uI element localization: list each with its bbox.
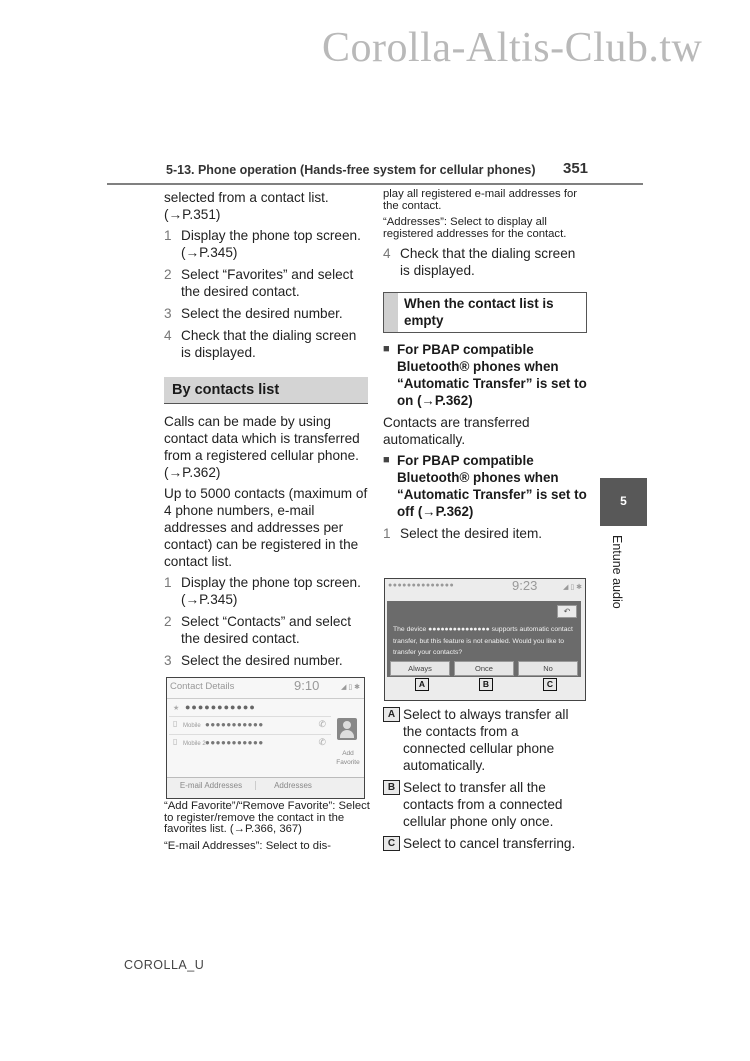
screen-clock: 9:23	[512, 578, 538, 593]
phone-row-label: Mobile	[183, 723, 201, 729]
legend-text: Select to cancel transferring.	[403, 836, 576, 851]
legend-text: Select to transfer all the contacts from a connected cellular phone only once.	[403, 780, 563, 829]
step-text: Select the desired item.	[400, 526, 543, 541]
callout-label-a: A	[415, 678, 429, 691]
step-number: 3	[164, 653, 172, 668]
step-number: 2	[164, 267, 172, 282]
auto-transfer-text: Contacts are transferred automatically.	[383, 415, 530, 447]
section-heading-contacts-list: By contacts list	[164, 377, 368, 404]
step-item	[164, 266, 368, 300]
left-column	[164, 189, 368, 674]
add-favorite-button[interactable]: Add Favorite	[336, 750, 360, 766]
email-addresses-button[interactable]: E-mail Addresses	[179, 781, 243, 790]
no-button[interactable]: No	[518, 661, 578, 676]
footer-code: COROLLA_U	[124, 958, 205, 972]
status-icons: ◢ ▯ ✱	[563, 584, 582, 591]
avatar	[337, 718, 357, 740]
masked-header: ●●●●●●●●●●●●●●	[388, 582, 455, 589]
right-column	[383, 189, 587, 547]
watermark: Corolla-Altis-Club.tw	[322, 25, 703, 71]
legend-label: C	[383, 836, 400, 851]
step-number: 1	[383, 526, 391, 541]
intro-text: selected from a contact list. (→P.351)	[164, 190, 329, 222]
chapter-tab	[600, 478, 647, 526]
screenshot-notes	[164, 801, 370, 857]
note-add-favorite: “Add Favorite”/“Remove Favorite”: Select to register/remove the contact in the favorites list. (→P.366, 367)	[164, 800, 370, 835]
legend-item	[383, 779, 583, 830]
step-item	[164, 305, 368, 322]
always-button[interactable]: Always	[390, 661, 450, 676]
header-rule	[107, 183, 643, 185]
note-email-continued: play all registered e-mail addresses for the contact.	[383, 188, 578, 212]
legend-label: A	[383, 707, 400, 722]
step-text: Display the phone top screen. (→P.345)	[181, 575, 361, 607]
contact-details-screenshot	[166, 677, 365, 799]
phone-row-number: ●●●●●●●●●●●	[205, 738, 264, 747]
call-icon: ✆	[318, 737, 326, 747]
legend-label: B	[383, 780, 400, 795]
transfer-dialog-screenshot	[384, 578, 586, 701]
mobile-phone-icon: ▯	[173, 737, 178, 746]
step-item	[383, 525, 587, 542]
section-title: 5-13. Phone operation (Hands-free system for cellular phones)	[166, 163, 536, 177]
call-icon: ✆	[318, 719, 326, 729]
screen-status-bar	[167, 678, 364, 699]
step-number: 4	[383, 246, 391, 261]
step-item	[164, 613, 368, 647]
note-addresses: “Addresses”: Select to display all registered addresses for the contact.	[383, 216, 567, 240]
step-number: 4	[164, 328, 172, 343]
dialog-buttons	[387, 661, 581, 676]
subheading-auto-transfer-on	[383, 341, 587, 409]
step-text: Check that the dialing screen is displayed.	[400, 246, 576, 278]
screen-title: Contact Details	[170, 681, 235, 692]
legend-text: Select to always transfer all the contacts from a connected cellular phone automatically.	[403, 707, 569, 773]
step-text: Select “Favorites” and select the desired contact.	[181, 267, 354, 299]
contact-name-icon: ★	[173, 705, 180, 712]
screen-status-bar	[385, 579, 585, 597]
dialog-message: The device ●●●●●●●●●●●●●●● supports automatic contact transfer, but this feature is not enabled. Would you like to transfer your contacts?	[393, 626, 573, 656]
step-item	[164, 574, 368, 608]
step-text: Display the phone top screen. (→P.345)	[181, 228, 361, 260]
step-item	[164, 327, 368, 361]
square-bullet-icon: ■	[383, 454, 390, 466]
contact-name: ●●●●●●●●●●●	[185, 702, 256, 712]
contacts-paragraph-1: Calls can be made by using contact data which is transferred from a registered cellular phone. (→P.362)	[164, 414, 360, 480]
section-heading-empty-list: When the contact list is empty	[383, 292, 587, 333]
step-number: 1	[164, 228, 172, 243]
addresses-button[interactable]: Addresses	[255, 781, 330, 790]
step-text: Select the desired number.	[181, 653, 343, 668]
phone-row-number: ●●●●●●●●●●●	[205, 720, 264, 729]
once-button[interactable]: Once	[454, 661, 514, 676]
subheading-auto-transfer-off	[383, 452, 587, 520]
chapter-number: 5	[620, 494, 627, 508]
screen-clock: 9:10	[294, 678, 320, 693]
step-text: Check that the dialing screen is displayed.	[181, 328, 357, 360]
legend-item	[383, 835, 583, 852]
subheading-text: For PBAP compatible Bluetooth® phones when “Automatic Transfer” is set to on (→P.362)	[397, 342, 587, 408]
step-text: Select “Contacts” and select the desired contact.	[181, 614, 352, 646]
step-item	[164, 652, 368, 669]
step-item	[383, 245, 587, 279]
phone-row-label: Mobile 2	[183, 741, 206, 747]
phone-row[interactable]	[169, 716, 331, 735]
callout-label-b: B	[479, 678, 493, 691]
contacts-paragraph-2: Up to 5000 contacts (maximum of 4 phone numbers, e-mail addresses and addresses per contact) can be registered in the contact list.	[164, 486, 368, 569]
note-email-addresses: “E-mail Addresses”: Select to dis-	[164, 839, 331, 852]
step-text: Select the desired number.	[181, 306, 343, 321]
back-icon[interactable]: ↶	[557, 605, 577, 618]
subheading-text: For PBAP compatible Bluetooth® phones when “Automatic Transfer” is set to off (→P.362)	[397, 453, 587, 519]
callout-label-c: C	[543, 678, 557, 691]
legend-item	[383, 706, 583, 774]
page-number: 351	[563, 160, 589, 177]
step-number: 2	[164, 614, 172, 629]
callout-legend	[383, 706, 583, 857]
screen-bottom-bar	[167, 777, 364, 798]
status-icons: ◢ ▯ ✱	[341, 684, 360, 691]
square-bullet-icon: ■	[383, 343, 390, 355]
step-item	[164, 227, 368, 261]
step-number: 3	[164, 306, 172, 321]
mobile-phone-icon: ▯	[173, 719, 178, 728]
transfer-dialog	[387, 601, 581, 677]
chapter-label: Entune audio	[610, 535, 624, 609]
phone-row[interactable]	[169, 734, 331, 753]
step-number: 1	[164, 575, 172, 590]
